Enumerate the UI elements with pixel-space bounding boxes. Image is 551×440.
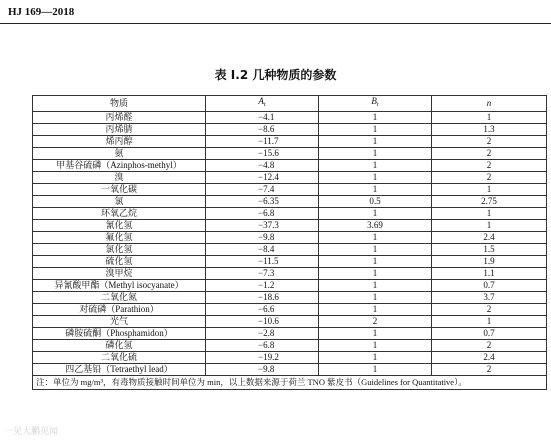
cell-a: −6.6 xyxy=(206,304,319,316)
cell-substance: 二氧化氮 xyxy=(33,292,206,304)
cell-substance: 丙烯腈 xyxy=(33,124,206,136)
cell-a: −11.5 xyxy=(206,256,319,268)
cell-n: 0.7 xyxy=(432,280,547,292)
cell-n: 2.75 xyxy=(432,196,547,208)
cell-b: 1 xyxy=(319,160,432,172)
cell-n: 2 xyxy=(432,304,547,316)
cell-b: 1 xyxy=(319,112,432,124)
cell-a: −4.8 xyxy=(206,160,319,172)
cell-a: −6.8 xyxy=(206,208,319,220)
cell-n: 0.7 xyxy=(432,328,547,340)
cell-a: −19.2 xyxy=(206,352,319,364)
cell-a: −9.8 xyxy=(206,232,319,244)
cell-b: 1 xyxy=(319,352,432,364)
cell-substance: 光气 xyxy=(33,316,206,328)
cell-a: −7.3 xyxy=(206,268,319,280)
table-row xyxy=(33,124,547,136)
cell-b: 1 xyxy=(319,184,432,196)
cell-n: 1.5 xyxy=(432,244,547,256)
cell-n: 2 xyxy=(432,160,547,172)
table-row xyxy=(33,172,547,184)
table-row xyxy=(33,280,547,292)
document-code: HJ 169—2018 xyxy=(8,6,75,18)
table-note-row xyxy=(33,376,547,390)
cell-a: −6.8 xyxy=(206,340,319,352)
table-row xyxy=(33,352,547,364)
cell-substance: 磷胺硫酮（Phosphamidon） xyxy=(33,328,206,340)
table-row xyxy=(33,184,547,196)
cell-b: 1 xyxy=(319,136,432,148)
cell-a: −6.35 xyxy=(206,196,319,208)
cell-a: −4.1 xyxy=(206,112,319,124)
cell-substance: 氯 xyxy=(33,196,206,208)
cell-substance: 磷化氢 xyxy=(33,340,206,352)
cell-b: 1 xyxy=(319,232,432,244)
cell-a: −11.7 xyxy=(206,136,319,148)
cell-substance: 对硫磷（Parathion） xyxy=(33,304,206,316)
cell-b: 3.69 xyxy=(319,220,432,232)
header-substance: 物质 xyxy=(33,96,206,112)
table-row xyxy=(33,208,547,220)
cell-n: 1 xyxy=(432,220,547,232)
table-row xyxy=(33,328,547,340)
cell-substance: 甲基谷硫磷（Azinphos-methyl） xyxy=(33,160,206,172)
cell-b: 1 xyxy=(319,148,432,160)
cell-substance: 环氧乙烷 xyxy=(33,208,206,220)
cell-b: 1 xyxy=(319,244,432,256)
table-row xyxy=(33,136,547,148)
table-row xyxy=(33,256,547,268)
cell-b: 1 xyxy=(319,124,432,136)
cell-n: 2.4 xyxy=(432,232,547,244)
cell-n: 3.7 xyxy=(432,292,547,304)
table-row xyxy=(33,112,547,124)
cell-a: −9.8 xyxy=(206,364,319,376)
cell-substance: 溴 xyxy=(33,172,206,184)
cell-b: 1 xyxy=(319,340,432,352)
table-row xyxy=(33,160,547,172)
cell-substance: 烯丙醇 xyxy=(33,136,206,148)
cell-b: 1 xyxy=(319,364,432,376)
cell-b: 2 xyxy=(319,316,432,328)
cell-n: 1 xyxy=(432,208,547,220)
cell-n: 1 xyxy=(432,184,547,196)
table-row xyxy=(33,304,547,316)
table-row xyxy=(33,220,547,232)
cell-a: −8.4 xyxy=(206,244,319,256)
table-title: 表 I.2 几种物质的参数 xyxy=(214,68,337,82)
cell-a: −1.2 xyxy=(206,280,319,292)
table-row xyxy=(33,148,547,160)
cell-substance: 氨 xyxy=(33,148,206,160)
table-row xyxy=(33,316,547,328)
cell-b: 1 xyxy=(319,328,432,340)
cell-substance: 二氧化硫 xyxy=(33,352,206,364)
cell-n: 2 xyxy=(432,148,547,160)
table-row xyxy=(33,268,547,280)
cell-b: 1 xyxy=(319,208,432,220)
table-row xyxy=(33,244,547,256)
cell-b: 0.5 xyxy=(319,196,432,208)
cell-b: 1 xyxy=(319,268,432,280)
cell-substance: 氰化氢 xyxy=(33,220,206,232)
cell-a: −18.6 xyxy=(206,292,319,304)
header-divider xyxy=(0,23,551,24)
cell-n: 1.3 xyxy=(432,124,547,136)
table-row xyxy=(33,232,547,244)
header-b: $B_t$ xyxy=(319,96,432,112)
cell-n: 2 xyxy=(432,172,547,184)
cell-n: 1 xyxy=(432,112,547,124)
cell-b: 1 xyxy=(319,256,432,268)
cell-substance: 氟化氢 xyxy=(33,232,206,244)
cell-b: 1 xyxy=(319,172,432,184)
table-row xyxy=(33,340,547,352)
cell-n: 1 xyxy=(432,316,547,328)
cell-a: −12.4 xyxy=(206,172,319,184)
cell-a: −37.3 xyxy=(206,220,319,232)
table-body xyxy=(33,112,547,376)
table-note: 注：单位为 mg/m³，有毒物质接触时间单位为 min，以上数据来源于荷兰 TNO 紫皮书（Guidelines for Quantitative）。 xyxy=(33,376,547,390)
cell-a: −7.4 xyxy=(206,184,319,196)
cell-substance: 异氰酸甲酯（Methyl isocyanate） xyxy=(33,280,206,292)
cell-a: −8.6 xyxy=(206,124,319,136)
cell-substance: 溴甲烷 xyxy=(33,268,206,280)
cell-substance: 一氧化碳 xyxy=(33,184,206,196)
cell-a: −2.8 xyxy=(206,328,319,340)
cell-substance: 丙烯醛 xyxy=(33,112,206,124)
cell-n: 1.1 xyxy=(432,268,547,280)
cell-n: 2 xyxy=(432,340,547,352)
cell-substance: 硫化氢 xyxy=(33,256,206,268)
cell-b: 1 xyxy=(319,280,432,292)
cell-n: 1.9 xyxy=(432,256,547,268)
table-header-row xyxy=(33,96,547,112)
cell-substance: 氯化氢 xyxy=(33,244,206,256)
table-row xyxy=(33,364,547,376)
cell-substance: 四乙基铅（Tetraethyl lead） xyxy=(33,364,206,376)
cell-n: 2.4 xyxy=(432,352,547,364)
parameters-table xyxy=(32,95,547,390)
table-row xyxy=(33,196,547,208)
cell-n: 2 xyxy=(432,136,547,148)
cell-n: 2 xyxy=(432,364,547,376)
cell-b: 1 xyxy=(319,292,432,304)
header-n: n xyxy=(432,96,547,112)
table-row xyxy=(33,292,547,304)
cell-a: −15.6 xyxy=(206,148,319,160)
watermark: 一见大鹏见闻 xyxy=(4,427,59,437)
cell-a: −10.6 xyxy=(206,316,319,328)
header-a: $A_t$ xyxy=(206,96,319,112)
cell-b: 1 xyxy=(319,304,432,316)
